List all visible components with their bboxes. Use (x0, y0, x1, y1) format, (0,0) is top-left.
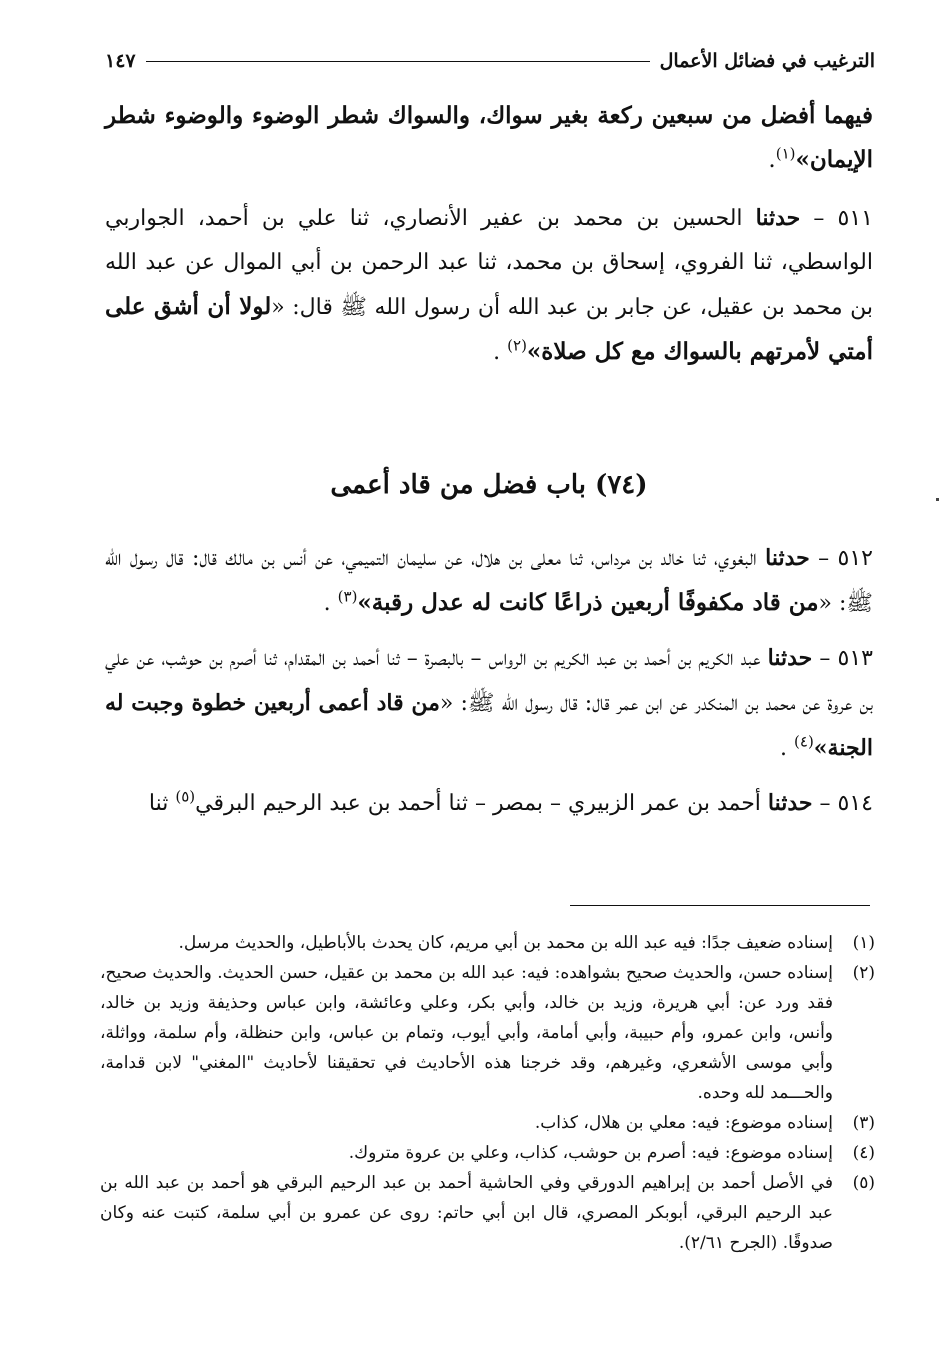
isnad-text: عبد الكريم بن أحمد بن عبد الكريم بن الرواس – بالبصرة – ثنا أحمد بن المقدام، ثنا أصرم بن حوشب، عن علي بن عروة عن محمد بن المنكدر عن ابن عمر قال: قال رسول الله ﷺ: « (105, 646, 873, 716)
continuation: ثنا (148, 791, 176, 816)
hadith-number: ٥١٢ – (809, 546, 873, 571)
footnote-ref-4: (٤) (794, 732, 814, 751)
footnote-text: إسناده موضوع: فيه: معلي بن هلال، كذاب. (534, 1113, 833, 1133)
footnote-ref-1: (١) (775, 144, 796, 163)
footnote-separator (570, 905, 870, 906)
book-title: الترغيب في فضائل الأعمال (659, 50, 875, 72)
footnote-marker: (١) (852, 933, 875, 953)
footnote-4 (100, 1138, 875, 1168)
isnad-text: البغوي، ثنا خالد بن مرداس، ثنا معلى بن هلال، عن سليمان التميمي، عن أنس بن مالك قال: قال رسول الله ﷺ: « (105, 546, 873, 616)
footnote-text: إسناده موضوع: فيه: أصرم بن حوشب، كذاب، وعلي بن عروة متروك. (348, 1143, 833, 1163)
hadith-lead: حدثنا (767, 790, 813, 816)
margin-mark (936, 498, 939, 501)
page-number: ١٤٧ (105, 50, 136, 72)
header-rule (146, 61, 650, 62)
punct: . (768, 147, 776, 173)
paragraph-continuation (105, 94, 873, 182)
footnote-ref-3: (٣) (337, 587, 358, 606)
running-header (105, 44, 875, 78)
punct: . (780, 736, 795, 761)
hadith-lead: حدثنا (767, 645, 813, 671)
footnote-marker: (٤) (852, 1143, 875, 1163)
footnote-5 (100, 1168, 875, 1258)
hadith-number: ٥١٣ – (812, 646, 873, 671)
isnad-text: الحسين بن محمد بن عفير الأنصاري، ثنا علي بن أحمد، الجواربي الواسطي، ثنا الفروي، إسحاق بن محمد، ثنا عبد الرحمن بن أبي الموال عن عبد الله بن محمد بن عقيل، عن جابر بن عبد الله أن رسول الله ﷺ قال: « (105, 206, 873, 320)
hadith-text: فيهما أفضل من سبعين ركعة بغير سواك، والسواك شطر الوضوء والوضوء شطر الإيمان» (105, 102, 873, 173)
hadith-text: من قاد مكفوفًا أربعين ذراعًا كانت له عدل رقبة» (357, 589, 819, 616)
footnote-text: إسناده حسن، والحديث صحيح بشواهده: فيه: عبد الله بن محمد بن عقيل، حسن الحديث. والحديث صحيح، فقد ورد عن: أبي هريرة، وزيد بن خالد، وأبي بكر، وعلي وعائشة، وابن عباس وحذيفة وزيد بن خالد، وأنس، وابن عمرو، وأم حبيبة، وأبي أمامة، وأبي أيوب، وتمام بن عباس، وابن حنظلة، وأم سلمة، وواثلة، وأبي موسى الأشعري، وغيرهم، وقد خرجنا هذه الأحاديث في تحقيقنا لأحاديث "المغني" لابن قدامة، والحـــمد لله وحده. (100, 963, 833, 1103)
footnote-ref-2: (٢) (507, 336, 527, 355)
hadith-text: لولا أن أشق على أمتي لأمرتهم بالسواك مع كل صلاة» (105, 293, 873, 365)
paragraph-513 (105, 636, 873, 771)
hadith-number: ٥١١ – (800, 206, 873, 231)
isnad-text: أحمد بن عمر الزبيري – بمصر – ثنا أحمد بن عبد الرحيم البرقي (195, 791, 768, 816)
paragraph-512 (105, 536, 873, 626)
footnote-text: إسناده ضعيف جدًا: فيه عبد الله بن محمد بن أبي مريم، كان يحدث بالأباطيل، والحديث مرسل. (178, 933, 833, 953)
main-text-top (105, 94, 873, 375)
hadith-text: من قاد أعمى أربعين خطوة وجبت له الجنة» (105, 690, 873, 761)
footnote-marker: (٢) (852, 963, 875, 983)
footnote-text: في الأصل أحمد بن إبراهيم الدورقي وفي الحاشية أحمد بن عبد الرحيم البرقي هو أحمد بن عبد الله بن عبد الرحيم البرقي، أبوبكر المصري، قال ابن أبي حاتم: روى عن عمرو بن أبي سلمة، كتبت عنه وكان صدوقًا. (الجرح ٢/٦١). (100, 1173, 833, 1253)
hadith-lead: حدثنا (755, 205, 801, 231)
chapter-heading: (٧٤) باب فضل من قاد أعمى (330, 470, 648, 500)
paragraph-511 (105, 196, 873, 375)
footnote-ref-5: (٥) (175, 787, 196, 806)
footnotes (100, 928, 875, 1258)
main-text-bottom (105, 536, 873, 826)
footnote-marker: (٣) (852, 1113, 875, 1133)
footnote-2 (100, 958, 875, 1108)
footnote-3 (100, 1108, 875, 1138)
hadith-lead: حدثنا (765, 545, 810, 571)
paragraph-514 (105, 781, 873, 826)
footnote-1 (100, 928, 875, 958)
hadith-number: ٥١٤ – (812, 791, 873, 816)
footnote-marker: (٥) (852, 1173, 875, 1193)
punct: . (323, 591, 338, 616)
punct: . (493, 340, 508, 365)
